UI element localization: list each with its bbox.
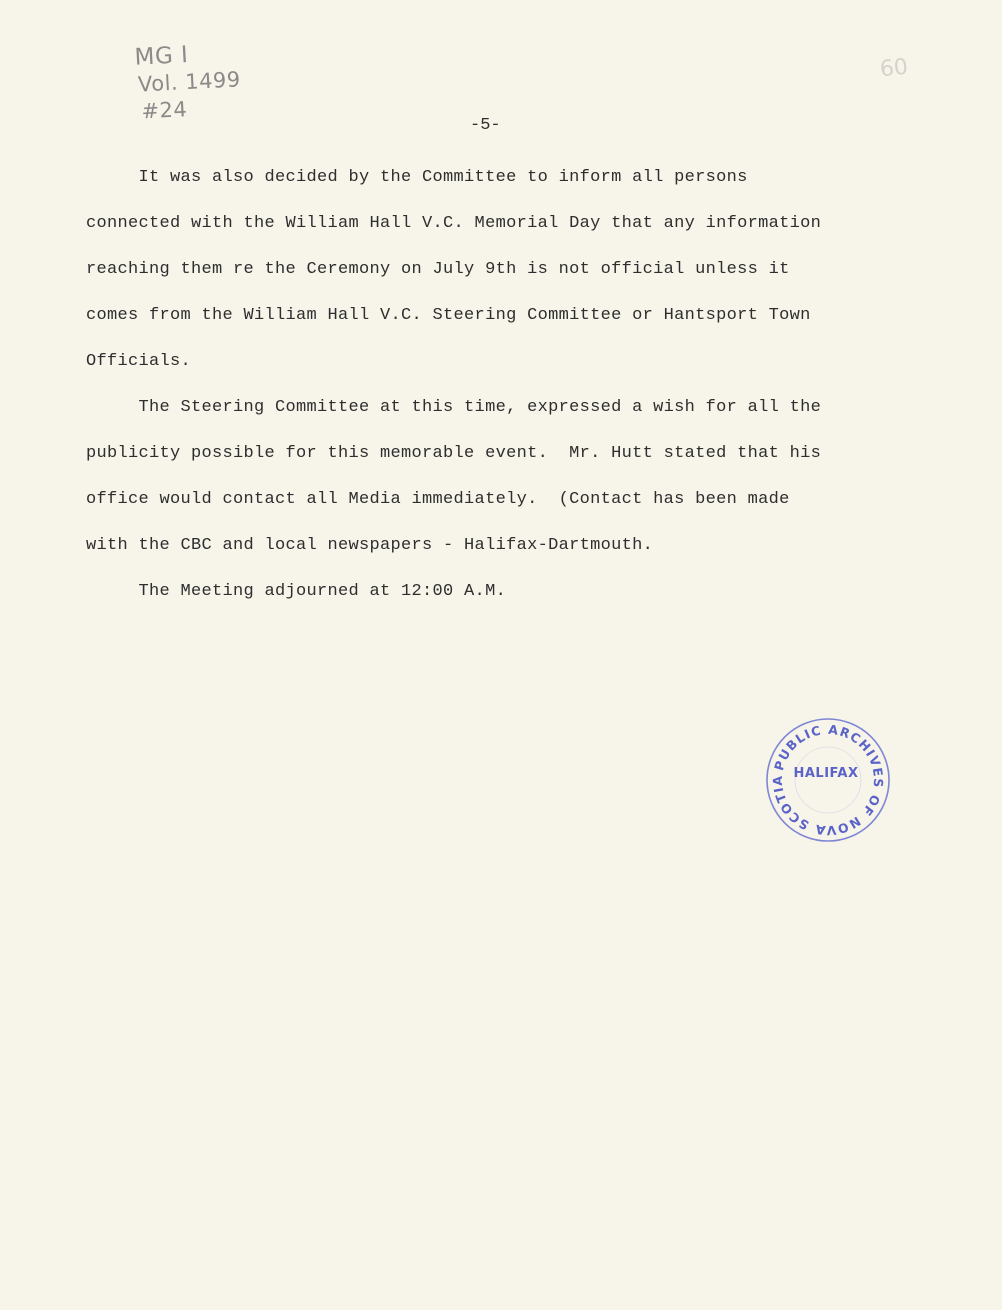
text-line: The Steering Committee at this time, expressed a wish for all the <box>86 398 822 417</box>
text-line: with the CBC and local newspapers - Halifax-Dartmouth. <box>86 536 654 555</box>
stamp-center-text: HALIFAX <box>793 766 859 781</box>
text-line: reaching them re the Ceremony on July 9th is not official unless it <box>86 260 790 279</box>
archives-stamp <box>764 716 892 844</box>
text-line: The Meeting adjourned at 12:00 A.M. <box>86 582 507 601</box>
text-line: connected with the William Hall V.C. Memorial Day that any information <box>86 214 822 233</box>
page-number: -5- <box>470 116 501 135</box>
text-line: office would contact all Media immediately. (Contact has been made <box>86 490 790 509</box>
text-line: comes from the William Hall V.C. Steering Committee or Hantsport Town <box>86 306 811 325</box>
body-text <box>86 155 936 615</box>
archive-ref-line-1: MG I <box>133 41 190 71</box>
archive-reference-handwriting <box>134 39 243 125</box>
text-line: publicity possible for this memorable event. Mr. Hutt stated that his <box>86 444 822 463</box>
text-line: Officials. <box>86 352 192 371</box>
text-line: It was also decided by the Committee to inform all persons <box>86 168 748 187</box>
archive-ref-line-2: Vol. 1499 <box>137 67 242 97</box>
archive-ref-line-3: #24 <box>140 97 188 124</box>
faint-corner-mark: 60 <box>878 54 910 83</box>
stamp-ring-text: PUBLIC ARCHIVES OF NOVA SCOTIA <box>769 721 887 839</box>
